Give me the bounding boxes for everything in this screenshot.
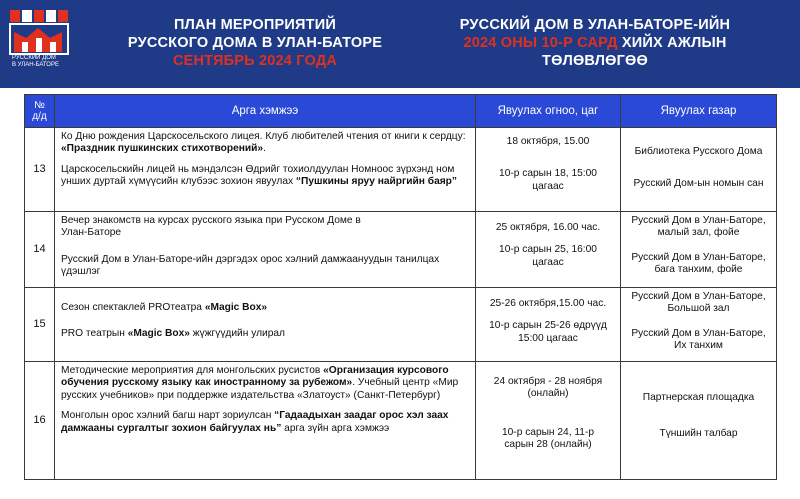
row-number: 13 xyxy=(25,128,55,212)
place-cell xyxy=(621,128,777,212)
logo-caption-line1: РУССКИЙ ДОМ xyxy=(12,55,56,61)
event-ru-text: Ко Дню рождения Царскосельского лицея. Клуб любителей чтения от книги к сердцу: xyxy=(61,131,466,142)
event-ru xyxy=(61,131,469,156)
event-cell xyxy=(55,288,476,362)
event-ru-tail: . xyxy=(263,143,266,155)
event-mn-bold: «Magic Box» xyxy=(127,328,190,340)
event-mn: Русский Дом в Улан-Баторе-ийн дэргэдэх орос хэлний дамжаануудын танилцах үдэшлэг xyxy=(61,253,440,278)
place-mn: Русский Дом в Улан-Баторе, Их танхим xyxy=(631,327,766,352)
event-ru-bold: «Magic Box» xyxy=(204,302,268,313)
event-cell xyxy=(55,212,476,288)
event-mn xyxy=(61,410,469,435)
header-band xyxy=(0,0,800,88)
date-cell xyxy=(476,212,621,288)
event-ru xyxy=(61,365,469,402)
title-mongolian xyxy=(430,16,760,70)
table-row xyxy=(25,128,777,212)
title-russian xyxy=(110,16,400,70)
event-cell xyxy=(55,128,476,212)
event-mn-text: Царскосельскийн лицей нь мэндэлсэн Өдрийг тохиолдуулан Номноос зүрхэнд ном унших дуртай хүмүүсийн клубээс зохион явуулах xyxy=(61,163,455,188)
row-number: 16 xyxy=(25,362,55,480)
event-ru: Вечер знакомств на курсах русского языка при Русском Доме в Улан-Баторе xyxy=(61,215,361,239)
table-row xyxy=(25,212,777,288)
place-cell xyxy=(621,288,777,362)
place-ru: Партнерская площадка xyxy=(642,392,755,403)
event-mn-text: Монголын орос хэлний багш нарт зориулсан xyxy=(61,410,275,422)
event-mn xyxy=(61,328,469,340)
title-mn-line1: РУССКИЙ ДОМ В УЛАН-БАТОРЕ-ИЙН xyxy=(459,17,731,33)
date-ru: 25-26 октября,15.00 час. xyxy=(489,298,607,309)
event-ru-bold: «Праздник пушкинских стихотворений» xyxy=(61,143,264,155)
title-ru-line3: СЕНТЯБРЬ 2024 ГОДА xyxy=(172,53,338,69)
title-ru-line2: РУССКОГО ДОМА В УЛАН-БАТОРЕ xyxy=(127,35,383,51)
event-mn xyxy=(61,164,469,189)
date-ru: 24 октября - 28 ноября (онлайн) xyxy=(493,376,603,400)
date-cell xyxy=(476,288,621,362)
col-header-num xyxy=(25,95,55,128)
date-mn: 10-р сарын 18, 15:00 цагаас xyxy=(499,168,597,192)
date-mn: 10-р сарын 25-26 өдрүүд 15:00 цагаас xyxy=(489,320,607,344)
date-ru: 25 октября, 16.00 час. xyxy=(495,222,601,233)
event-cell xyxy=(55,362,476,480)
place-mn: Русский Дом-ын номын сан xyxy=(633,178,764,190)
event-mn-text: PRO театрын xyxy=(61,328,128,340)
col-header-place: Явуулах газар xyxy=(621,95,777,128)
place-ru: Русский Дом в Улан-Баторе, Большой зал xyxy=(631,291,766,315)
event-mn-tail: арга зүйн арга хэмжээ xyxy=(281,422,390,434)
title-ru-line1: ПЛАН МЕРОПРИЯТИЙ xyxy=(174,17,336,33)
col-header-num-line1: № xyxy=(34,100,45,111)
col-header-event: Арга хэмжээ xyxy=(55,95,476,128)
table-row xyxy=(25,362,777,480)
title-mn-line2-red: 2024 ОНЫ 10-Р САРД xyxy=(463,35,618,51)
row-number: 14 xyxy=(25,212,55,288)
russian-house-logo-icon xyxy=(8,8,70,80)
date-mn: 10-р сарын 24, 11-р сарын 28 (онлайн) xyxy=(501,426,595,451)
place-cell xyxy=(621,212,777,288)
event-mn-tail: жүжгүүдийн улирал xyxy=(189,328,285,340)
date-cell xyxy=(476,362,621,480)
date-mn: 10-р сарын 25, 16:00 цагаас xyxy=(499,244,597,268)
date-cell xyxy=(476,128,621,212)
event-ru-text: Сезон спектаклей PROтеатра xyxy=(61,302,205,313)
logo-caption-line2: В УЛАН-БАТОРЕ xyxy=(12,62,59,68)
event-ru xyxy=(61,302,469,314)
table-row xyxy=(25,288,777,362)
col-header-date: Явуулах огноо, цаг xyxy=(476,95,621,128)
place-mn: Русский Дом в Улан-Баторе, бага танхим, фойе xyxy=(631,251,766,276)
date-ru: 18 октября, 15.00 xyxy=(506,136,590,147)
col-header-num-line2: д/д xyxy=(32,111,47,122)
logo-caption xyxy=(12,55,72,69)
event-mn-bold: “Гадаадыхан заадаг орос хэл заах дамжааны сургалтыг зохион байгуулах нь” xyxy=(61,410,449,434)
event-ru-bold: «Организация курсового обучения русскому языку как иностранному за рубежом» xyxy=(61,365,449,389)
place-cell xyxy=(621,362,777,480)
title-mn-line3: ТӨЛӨВЛӨГӨӨ xyxy=(542,53,648,69)
place-ru: Русский Дом в Улан-Баторе, малый зал, фойе xyxy=(631,215,766,239)
event-ru-tail: . Учебный центр «Мир русских учебников» при поддержке издательства «Златоуст» (Санкт-Петербург) xyxy=(61,377,459,401)
events-table xyxy=(24,94,777,480)
place-ru: Библиотека Русского Дома xyxy=(634,146,763,157)
place-mn: Түншийн талбар xyxy=(659,428,738,440)
event-mn-bold: “Пушкины яруу найргийн баяр” xyxy=(295,176,457,188)
row-number: 15 xyxy=(25,288,55,362)
title-mn-line2 xyxy=(430,34,760,52)
event-ru-text: Методические мероприятия для монгольских русистов xyxy=(61,365,324,376)
title-mn-line2-white: ХИЙХ АЖЛЫН xyxy=(617,35,727,51)
table-header-row xyxy=(25,95,777,128)
